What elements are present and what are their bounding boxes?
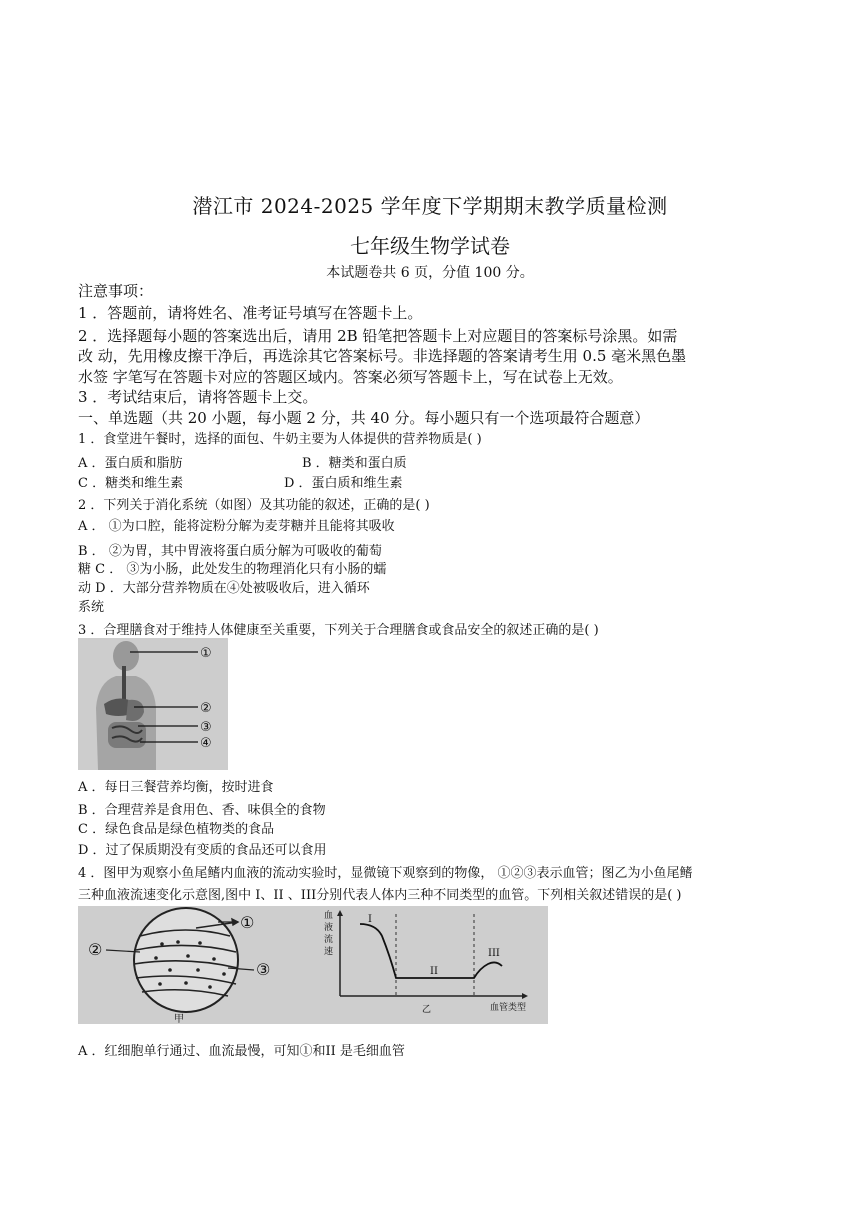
q1-stem: 1 ．食堂进午餐时，选择的面包、牛奶主要为人体提供的营养物质是( ) bbox=[78, 432, 482, 447]
q3-option-d: D ．过了保质期没有变质的食品还可以食用 bbox=[78, 843, 327, 858]
fig2-ylabel-3: 流 bbox=[324, 935, 334, 945]
note-3: 3 ．考试结束后，请将答题卡上交。 bbox=[78, 388, 318, 406]
digestive-system-figure bbox=[78, 638, 228, 770]
exam-info: 本试题卷共 6 页，分值 100 分。 bbox=[326, 265, 534, 281]
digestive-diagram bbox=[78, 638, 228, 770]
series-label-3: III bbox=[488, 948, 500, 959]
section-heading: 一、单选题（共 20 小题，每小题 2 分，共 40 分。每小题只有一个选项最符合题意） bbox=[78, 409, 650, 427]
q4-line-1: 4 ．图甲为观察小鱼尾鳍内血液的流动实验时，显微镜下观察到的物像， ①②③表示血管；图乙为小鱼尾鳍 bbox=[78, 866, 693, 881]
q2-line-3: 糖 C ． ③为小肠，此处发生的物理消化只有小肠的蠕 bbox=[78, 562, 387, 577]
series-label-1: I bbox=[368, 914, 372, 925]
fig2-xlabel: 血管类型 bbox=[490, 1003, 527, 1013]
fig1-label-4: ④ bbox=[200, 736, 212, 751]
fig2-yi: 乙 bbox=[422, 1005, 432, 1015]
fig2-jia: 甲 bbox=[174, 1014, 184, 1024]
fig2-ylabel-2: 液 bbox=[324, 923, 334, 933]
notes-heading: 注意事项： bbox=[78, 282, 154, 300]
note-1: 1 ．答题前，请将姓名、准考证号填写在答题卡上。 bbox=[78, 304, 423, 322]
fig2-label-1: ① bbox=[240, 913, 255, 932]
q3-stem: 3 ．合理膳食对于维持人体健康至关重要，下列关于合理膳食或食品安全的叙述正确的是( ) bbox=[78, 623, 599, 638]
blood-flow-diagram bbox=[78, 906, 548, 1024]
fig1-label-1: ① bbox=[200, 646, 212, 661]
fig2-label-2: ② bbox=[88, 940, 103, 959]
fig1-label-3: ③ bbox=[200, 720, 212, 735]
q3-option-b: B ．合理营养是食用色、香、味俱全的食物 bbox=[78, 803, 326, 818]
q1-option-d: D ．蛋白质和维生素 bbox=[284, 476, 403, 491]
q3-option-a: A ．每日三餐营养均衡，按时进食 bbox=[78, 780, 274, 795]
fig2-ylabel-1: 血 bbox=[324, 911, 334, 921]
page-title: 潜江市 2024-2025 学年度下学期期末教学质量检测 bbox=[192, 194, 668, 218]
q1-option-a: A ．蛋白质和脂肪 bbox=[78, 456, 183, 471]
q1-option-b: B ．糖类和蛋白质 bbox=[302, 456, 407, 471]
q2-line-4: 动 D ．大部分营养物质在④处被吸收后，进入循环 bbox=[78, 581, 370, 596]
q2-option-a: A ． ①为口腔，能将淀粉分解为麦芽糖并且能将其吸收 bbox=[78, 519, 395, 534]
q1-option-c: C ．糖类和维生素 bbox=[78, 476, 184, 491]
q3-option-c: C ．绿色食品是绿色植物类的食品 bbox=[78, 822, 275, 837]
blood-flow-figure bbox=[78, 906, 548, 1024]
q2-line-5: 系统 bbox=[78, 600, 105, 615]
q4-option-a: A ．红细胞单行通过、血流最慢，可知①和II 是毛细血管 bbox=[78, 1044, 405, 1059]
exam-subject: 七年级生物学试卷 bbox=[350, 234, 510, 258]
fig2-ylabel-4: 速 bbox=[324, 947, 334, 957]
note-2a: 2 ．选择题每小题的答案选出后，请用 2B 铅笔把答题卡上对应题目的答案标号涂黑。如需 bbox=[78, 327, 678, 345]
series-label-2: II bbox=[430, 966, 438, 977]
fig1-label-2: ② bbox=[200, 701, 212, 716]
q2-stem: 2 ．下列关于消化系统（如图）及其功能的叙述，正确的是( ) bbox=[78, 498, 430, 513]
fig2-label-3: ③ bbox=[256, 960, 271, 979]
note-2b: 改 动，先用橡皮擦干净后，再选涂其它答案标号。非选择题的答案请考生用 0.5 毫米黑色墨 bbox=[78, 347, 687, 365]
q2-line-2: B ． ②为胃，其中胃液将蛋白质分解为可吸收的葡萄 bbox=[78, 544, 382, 559]
note-2c: 水签 字笔写在答题卡对应的答题区域内。答案必须写答题卡上，写在试卷上无效。 bbox=[78, 368, 623, 386]
q4-line-2: 三种血液流速变化示意图,图中 I、II 、III分别代表人体内三种不同类型的血管。下列相关叙述错误的是( ) bbox=[78, 888, 682, 903]
